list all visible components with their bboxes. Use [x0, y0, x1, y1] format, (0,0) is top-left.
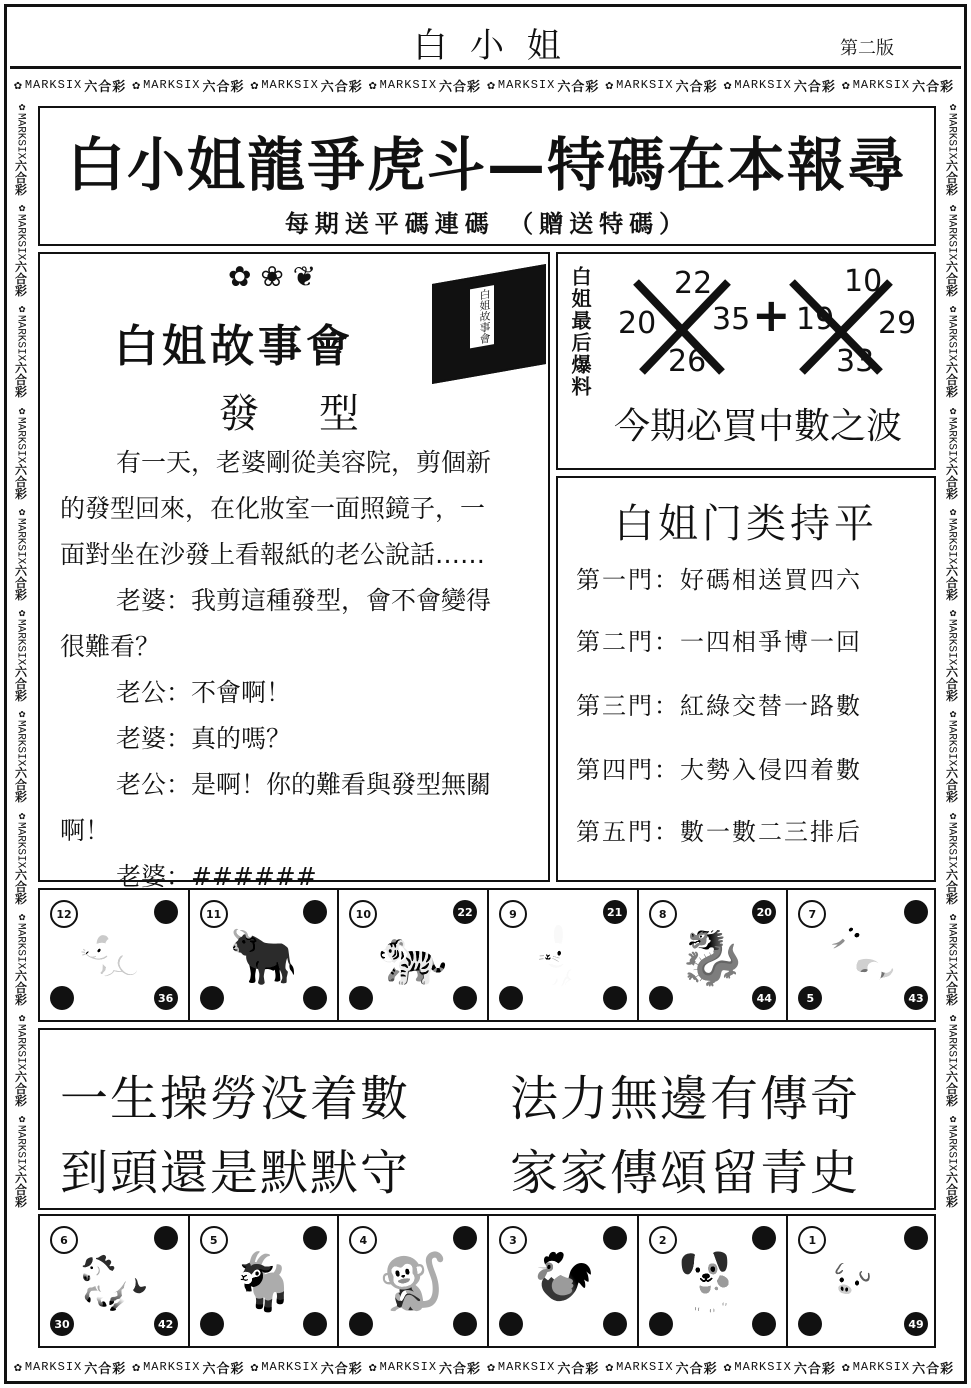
rat-icon: 🐀 — [78, 924, 149, 989]
strip-cn: 六合彩 — [793, 1361, 836, 1377]
number-ball — [499, 986, 523, 1010]
strip-en: MARKSIX — [734, 1360, 792, 1374]
number-ball — [453, 986, 477, 1010]
strip-en: MARKSIX — [945, 619, 958, 666]
zodiac-row-top — [38, 888, 936, 1022]
poem-line2-left: 到頭還是默默守 — [60, 1145, 411, 1201]
strip-en: MARKSIX — [945, 821, 958, 868]
strip-unit — [724, 1358, 836, 1377]
number-ball: 5 — [798, 986, 822, 1010]
story-line: 老公：是啊！你的難看與發型無關 — [116, 770, 492, 799]
flower-icon: ✿ — [14, 1112, 27, 1126]
gate-label: 第一門： — [576, 566, 680, 594]
flower-icon: ✿ — [945, 201, 958, 215]
zodiac-cell-horse — [40, 1216, 190, 1346]
strip-unit — [487, 76, 599, 95]
tiger-icon: 🐅 — [378, 924, 449, 989]
goat-icon: 🐐 — [228, 1250, 299, 1315]
strip-cn: 六合彩 — [13, 1070, 28, 1107]
strip-en: MARKSIX — [379, 78, 438, 92]
strip-cn: 六合彩 — [84, 79, 127, 95]
number-ball — [904, 900, 928, 924]
banner-box — [38, 106, 936, 246]
number-ball: 30 — [50, 1312, 74, 1336]
flower-icon: ✿ — [945, 909, 958, 923]
flower-icon: ✿ — [487, 1359, 496, 1375]
strip-cn: 六合彩 — [13, 564, 28, 601]
strip-en: MARKSIX — [143, 1360, 201, 1374]
strip-en: MARKSIX — [261, 78, 319, 92]
story-line: 的發型回來，在化妝室一面照鏡子，一 — [60, 494, 486, 523]
strip-cn: 六合彩 — [944, 564, 959, 601]
number-ball — [349, 1312, 373, 1336]
strip-unit — [13, 302, 30, 397]
story-line: 很難看？ — [60, 632, 161, 661]
strip-cn: 六合彩 — [912, 1361, 955, 1377]
strip-cn: 六合彩 — [944, 361, 959, 398]
strip-unit — [944, 910, 961, 1005]
strip-unit — [944, 1011, 961, 1106]
number-ball — [50, 986, 74, 1010]
number-ball — [752, 1312, 776, 1336]
number-ball: 43 — [904, 986, 928, 1010]
number-ball: 21 — [603, 900, 627, 924]
zodiac-cell-pig — [788, 1216, 938, 1346]
strip-unit — [605, 1358, 717, 1377]
strip-unit — [369, 1358, 481, 1377]
strip-unit — [944, 201, 961, 296]
gate-text: 一四相爭博一回 — [680, 628, 862, 656]
zodiac-cell-tiger — [339, 890, 489, 1020]
strip-unit — [132, 1358, 244, 1377]
strip-unit — [842, 1358, 954, 1377]
gates-title: 白姐门类持平 — [614, 501, 878, 547]
flower-icon: ✿ — [368, 1359, 378, 1375]
strip-en: MARKSIX — [14, 922, 27, 969]
number-ball: 49 — [904, 1312, 928, 1336]
flower-icon: ✿ — [723, 1359, 733, 1375]
flower-icon: ✿ — [14, 707, 27, 721]
gate-text: 好碼相送買四六 — [680, 566, 862, 594]
page-title: 白 小 姐 — [413, 26, 567, 66]
poem-line1-right: 法力無邊有傳奇 — [510, 1071, 861, 1127]
book-cover-label: 白姐故事會 — [470, 285, 494, 348]
strip-en: MARKSIX — [14, 619, 27, 666]
strip-en: MARKSIX — [24, 78, 83, 92]
strip-unit — [842, 76, 954, 95]
strip-cn: 六合彩 — [439, 1361, 482, 1377]
flower-icon: ✿ — [605, 77, 615, 93]
strip-en: MARKSIX — [14, 821, 27, 868]
number-ball — [904, 1226, 928, 1250]
number-ball — [200, 1312, 224, 1336]
number-ball: 42 — [154, 1312, 178, 1336]
strip-unit — [944, 1112, 961, 1207]
number-ball — [603, 1226, 627, 1250]
strip-unit — [724, 76, 836, 95]
strip-unit — [13, 809, 30, 904]
banner-headline: 白小姐龍爭虎斗—特碼在本報尋 — [66, 131, 907, 199]
strip-en: MARKSIX — [616, 78, 674, 92]
number-ball: 9 — [499, 900, 527, 928]
strip-unit — [944, 404, 961, 499]
strip-cn: 六合彩 — [13, 867, 28, 904]
snake-icon: 🐍 — [828, 924, 899, 989]
strip-cn: 六合彩 — [202, 79, 245, 95]
flower-icon: ✿ — [14, 909, 27, 923]
number-ball: 5 — [200, 1226, 228, 1254]
g1-right: 35 — [712, 302, 751, 337]
strip-en: MARKSIX — [497, 78, 556, 92]
strip-en: MARKSIX — [14, 315, 27, 362]
plus-sign: + — [752, 288, 791, 342]
border-strip-left — [10, 100, 32, 1350]
strip-cn: 六合彩 — [944, 1070, 959, 1107]
number-ball — [453, 1312, 477, 1336]
strip-cn: 六合彩 — [320, 1361, 363, 1377]
strip-en: MARKSIX — [24, 1360, 83, 1374]
number-ball — [303, 1312, 327, 1336]
flower-icon: ✿ — [841, 77, 851, 93]
story-line: 老婆：我剪這種發型，會不會變得 — [116, 586, 492, 615]
story-line: 老公：不會啊！ — [116, 678, 292, 707]
zodiac-cell-rat — [40, 890, 190, 1020]
strip-en: MARKSIX — [14, 416, 27, 463]
story-line: 老婆：###### — [116, 862, 317, 891]
strip-en: MARKSIX — [14, 1125, 27, 1172]
latest-tip-box — [556, 252, 936, 470]
strip-cn: 六合彩 — [944, 665, 959, 702]
number-ball — [154, 1226, 178, 1250]
strip-unit — [13, 505, 30, 600]
strip-cn: 六合彩 — [13, 665, 28, 702]
strip-unit — [13, 201, 30, 296]
flower-icon: ✿ — [841, 1359, 851, 1375]
flower-icon: ✿ — [14, 1359, 23, 1375]
strip-en: MARKSIX — [945, 720, 958, 767]
strip-unit — [944, 809, 961, 904]
horse-icon: 🐎 — [78, 1250, 149, 1315]
number-ball: 36 — [154, 986, 178, 1010]
strip-en: MARKSIX — [945, 1125, 958, 1172]
poem-box — [38, 1028, 936, 1210]
flower-icon: ✿ — [945, 302, 958, 316]
gate-label: 第三門： — [576, 692, 680, 720]
story-line: 面對坐在沙發上看報紙的老公說話…… — [60, 540, 486, 569]
strip-en: MARKSIX — [379, 1360, 438, 1374]
story-line: 老婆：真的嗎？ — [116, 724, 292, 753]
gate-label: 第二門： — [576, 628, 680, 656]
zodiac-cell-rabbit — [489, 890, 639, 1020]
strip-en: MARKSIX — [852, 78, 911, 92]
g1-bottom: 26 — [668, 344, 707, 379]
strip-cn: 六合彩 — [13, 462, 28, 499]
number-ball — [349, 986, 373, 1010]
number-ball: 6 — [50, 1226, 78, 1254]
story-body — [60, 440, 544, 900]
strip-cn: 六合彩 — [675, 79, 718, 95]
flower-icon: ✿ — [945, 504, 958, 518]
strip-cn: 六合彩 — [13, 159, 28, 196]
flower-icon: ✿ — [14, 100, 27, 113]
story-line: 有一天，老婆剛從美容院，剪個新 — [116, 448, 492, 477]
strip-en: MARKSIX — [14, 1023, 27, 1071]
strip-en: MARKSIX — [261, 1360, 319, 1374]
zodiac-cell-monkey — [339, 1216, 489, 1346]
gate-row — [576, 622, 862, 657]
strip-unit — [369, 76, 481, 95]
strip-cn: 六合彩 — [13, 968, 28, 1005]
decor-flowers: ✿ ❀ ❦ — [228, 260, 317, 293]
strip-cn: 六合彩 — [13, 361, 28, 398]
flower-icon: ✿ — [132, 1359, 142, 1375]
zodiac-cell-snake — [788, 890, 938, 1020]
strip-en: MARKSIX — [945, 1023, 958, 1071]
strip-en: MARKSIX — [616, 1360, 674, 1374]
number-ball: 2 — [649, 1226, 677, 1254]
number-ball: 8 — [649, 900, 677, 928]
flower-icon: ✿ — [945, 606, 958, 620]
gate-label: 第五門： — [576, 818, 680, 846]
flower-icon: ✿ — [945, 808, 958, 822]
strip-unit — [944, 707, 961, 802]
border-strip-right — [941, 100, 963, 1350]
zodiac-cell-dog — [639, 1216, 789, 1346]
number-ball — [649, 986, 673, 1010]
flower-icon: ✿ — [487, 77, 496, 93]
strip-en: MARKSIX — [14, 720, 27, 767]
gate-text: 大勢入侵四着數 — [680, 756, 862, 784]
strip-cn: 六合彩 — [13, 1171, 28, 1208]
strip-unit — [251, 76, 363, 95]
edition-label: 第二版 — [840, 38, 894, 59]
strip-cn: 六合彩 — [202, 1361, 245, 1377]
flower-icon: ✿ — [945, 403, 958, 417]
flower-icon: ✿ — [945, 100, 958, 113]
strip-en: MARKSIX — [852, 1360, 911, 1374]
number-ball: 11 — [200, 900, 228, 928]
strip-unit — [13, 707, 30, 802]
zodiac-cell-dragon — [639, 890, 789, 1020]
strip-cn: 六合彩 — [675, 1361, 718, 1377]
strip-en: MARKSIX — [945, 315, 958, 362]
flower-icon: ✿ — [14, 77, 23, 93]
strip-en: MARKSIX — [497, 1360, 556, 1374]
strip-en: MARKSIX — [14, 214, 27, 261]
flower-icon: ✿ — [368, 77, 378, 93]
strip-cn: 六合彩 — [13, 260, 28, 297]
strip-cn: 六合彩 — [944, 159, 959, 196]
flower-icon: ✿ — [14, 1010, 27, 1024]
gate-text: 數一數二三排后 — [680, 818, 862, 846]
strip-en: MARKSIX — [14, 113, 27, 160]
strip-cn: 六合彩 — [944, 867, 959, 904]
strip-unit — [944, 100, 961, 195]
dog-icon: 🐕 — [677, 1250, 748, 1315]
strip-unit — [13, 1011, 30, 1106]
g1-left: 20 — [618, 306, 657, 341]
number-ball: 44 — [752, 986, 776, 1010]
dragon-icon: 🐉 — [677, 924, 748, 989]
strip-cn: 六合彩 — [944, 462, 959, 499]
strip-en: MARKSIX — [14, 517, 27, 565]
number-ball: 1 — [798, 1226, 826, 1254]
banner-subline: 每期送平碼連碼 （贈送特碼） — [284, 210, 690, 238]
strip-cn: 六合彩 — [912, 79, 955, 95]
strip-unit — [13, 606, 30, 701]
poem-line1-left: 一生操勞没着數 — [60, 1071, 411, 1127]
strip-unit — [605, 76, 717, 95]
strip-unit — [13, 100, 30, 195]
g2-right: 29 — [878, 306, 917, 341]
flower-icon: ✿ — [250, 1359, 260, 1375]
flower-icon: ✿ — [250, 77, 260, 93]
border-strip-bottom — [14, 1354, 956, 1380]
story-line: 啊！ — [60, 816, 111, 845]
zodiac-cell-rooster — [489, 1216, 639, 1346]
flower-icon: ✿ — [132, 77, 142, 93]
number-ball — [154, 900, 178, 924]
strip-unit — [14, 1358, 126, 1377]
header-rule — [10, 66, 961, 69]
story-title: 發 型 — [219, 391, 369, 437]
strip-cn: 六合彩 — [84, 1361, 127, 1377]
strip-cn: 六合彩 — [557, 1361, 600, 1377]
flower-icon: ✿ — [945, 1010, 958, 1024]
strip-cn: 六合彩 — [944, 260, 959, 297]
g2-top: 10 — [844, 264, 883, 299]
strip-en: MARKSIX — [143, 78, 201, 92]
strip-en: MARKSIX — [945, 113, 958, 160]
flower-icon: ✿ — [14, 201, 27, 215]
flower-icon: ✿ — [14, 606, 27, 620]
monkey-icon: 🐒 — [378, 1250, 449, 1315]
flower-icon: ✿ — [605, 1359, 615, 1375]
number-ball — [798, 1312, 822, 1336]
strip-en: MARKSIX — [945, 517, 958, 565]
number-ball: 4 — [349, 1226, 377, 1254]
zodiac-cell-goat — [190, 1216, 340, 1346]
g1-top: 22 — [674, 266, 713, 301]
flower-icon: ✿ — [945, 1112, 958, 1126]
gate-text: 紅綠交替一路數 — [680, 692, 862, 720]
border-strip-top — [14, 72, 956, 98]
strip-unit — [13, 910, 30, 1005]
number-ball: 7 — [798, 900, 826, 928]
strip-unit — [13, 404, 30, 499]
strip-cn: 六合彩 — [13, 766, 28, 803]
flower-icon: ✿ — [14, 504, 27, 518]
strip-cn: 六合彩 — [944, 968, 959, 1005]
flower-icon: ✿ — [14, 302, 27, 316]
latest-caption: 今期必買中數之波 — [614, 406, 903, 447]
strip-unit — [14, 76, 126, 95]
strip-en: MARKSIX — [945, 214, 958, 261]
story-section-title: 白姐故事會 — [114, 321, 354, 372]
story-box — [38, 252, 550, 891]
rooster-icon: 🐓 — [527, 1250, 598, 1315]
number-ball: 22 — [453, 900, 477, 924]
gate-row — [576, 560, 862, 595]
gate-label: 第四門： — [576, 756, 680, 784]
strip-cn: 六合彩 — [944, 1171, 959, 1208]
zodiac-row-bottom — [38, 1214, 936, 1348]
strip-unit — [487, 1358, 599, 1377]
strip-unit — [251, 1358, 363, 1377]
pig-icon: 🐖 — [828, 1250, 899, 1315]
gate-row — [576, 750, 862, 785]
number-ball: 10 — [349, 900, 377, 928]
number-ball: 12 — [50, 900, 78, 928]
number-ball — [649, 1312, 673, 1336]
strip-unit — [944, 606, 961, 701]
gate-row — [576, 812, 862, 847]
poem-line2-right: 家家傳頌留青史 — [510, 1145, 861, 1201]
flower-icon: ✿ — [945, 707, 958, 721]
book-icon — [432, 264, 546, 384]
strip-cn: 六合彩 — [793, 79, 836, 95]
number-ball — [603, 986, 627, 1010]
latest-vertical-label: 白姐最后爆料 — [568, 266, 592, 398]
number-ball — [200, 986, 224, 1010]
strip-cn: 六合彩 — [320, 79, 363, 95]
number-ball — [303, 986, 327, 1010]
zodiac-cell-ox — [190, 890, 340, 1020]
gate-row — [576, 686, 862, 721]
number-ball — [499, 1312, 523, 1336]
number-ball — [603, 1312, 627, 1336]
flower-icon: ✿ — [14, 808, 27, 822]
g2-left: 19 — [796, 302, 835, 337]
gates-box — [556, 476, 936, 882]
strip-unit — [944, 505, 961, 600]
rabbit-icon: 🐇 — [527, 924, 598, 989]
strip-cn: 六合彩 — [944, 766, 959, 803]
number-ball: 20 — [752, 900, 776, 924]
strip-en: MARKSIX — [945, 416, 958, 463]
strip-en: MARKSIX — [734, 78, 792, 92]
strip-unit — [132, 76, 244, 95]
number-ball: 3 — [499, 1226, 527, 1254]
strip-cn: 六合彩 — [557, 79, 600, 95]
strip-unit — [944, 302, 961, 397]
ox-icon: 🐂 — [228, 924, 299, 989]
number-ball — [453, 1226, 477, 1250]
strip-cn: 六合彩 — [439, 79, 482, 95]
strip-en: MARKSIX — [945, 922, 958, 969]
flower-icon: ✿ — [14, 403, 27, 417]
strip-unit — [13, 1112, 30, 1207]
g2-bottom: 33 — [836, 344, 875, 379]
flower-icon: ✿ — [723, 77, 733, 93]
